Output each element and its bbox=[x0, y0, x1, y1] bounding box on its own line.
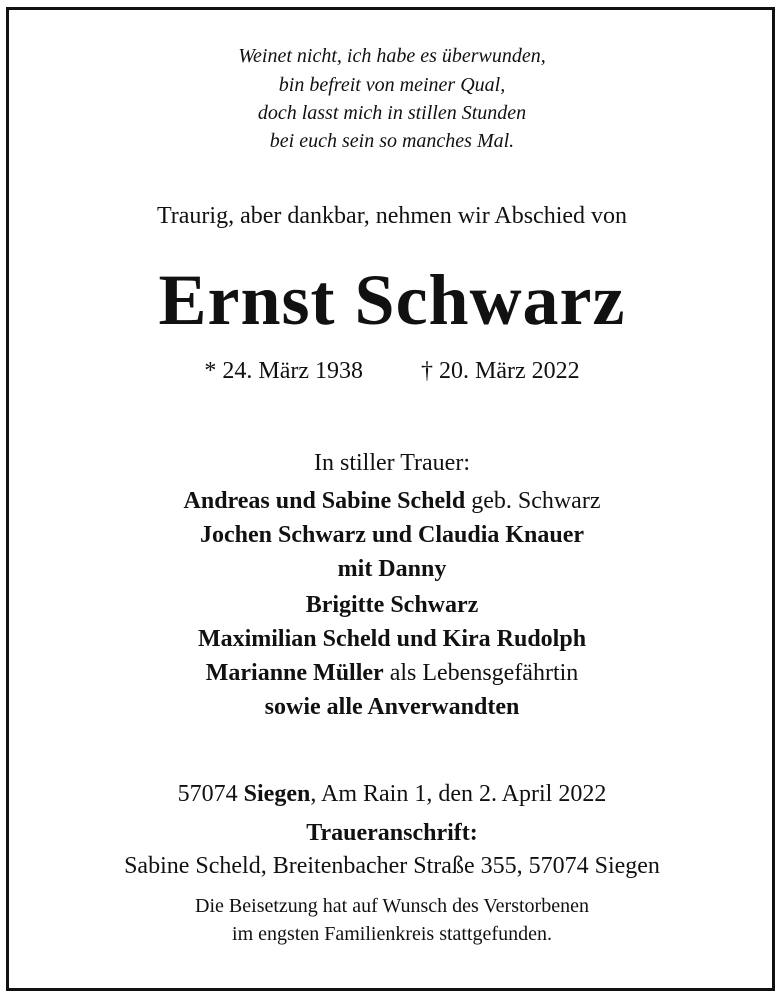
mourner-line-3: mit Danny bbox=[337, 556, 447, 582]
mourning-address-label: Traueranschrift: bbox=[306, 820, 478, 846]
birth-date: * 24. März 1938 bbox=[204, 358, 363, 384]
poem-line-1: Weinet nicht, ich habe es überwunden, bbox=[238, 45, 546, 67]
poem-line-3: doch lasst mich in stillen Stunden bbox=[257, 102, 527, 124]
mourner-line-4: Brigitte Schwarz bbox=[305, 592, 479, 618]
mourner-line-5: Maximilian Scheld und Kira Rudolph bbox=[197, 626, 587, 652]
street-date: , Am Rain 1, den 2. April 2022 bbox=[310, 781, 607, 807]
intro-text: Traurig, aber dankbar, nehmen wir Abschied von bbox=[156, 203, 628, 229]
mourner-line-7: sowie alle Anverwandten bbox=[264, 694, 520, 720]
poem-line-4: bei euch sein so manches Mal. bbox=[269, 130, 515, 152]
burial-note-line-1: Die Beisetzung hat auf Wunsch des Verstorbenen bbox=[195, 895, 589, 917]
deceased-name: Ernst Schwarz bbox=[158, 260, 626, 340]
city: Siegen bbox=[243, 781, 311, 807]
zip-code: 57074 bbox=[177, 781, 244, 807]
mourner-note: geb. Schwarz bbox=[465, 488, 601, 514]
poem-line-2: bin befreit von meiner Qual, bbox=[278, 74, 506, 96]
mourners-heading: In stiller Trauer: bbox=[314, 450, 470, 476]
mourner-line-1 bbox=[0, 488, 784, 515]
mourner-name: Andreas und Sabine Scheld bbox=[183, 488, 466, 514]
place-date-line bbox=[0, 781, 784, 808]
mourning-address: Sabine Scheld, Breitenbacher Straße 355, 57074 Siegen bbox=[124, 853, 660, 879]
mourner-line-6 bbox=[0, 660, 784, 687]
mourner-name: Marianne Müller bbox=[205, 660, 384, 686]
death-date: † 20. März 2022 bbox=[421, 358, 580, 384]
burial-note-line-2: im engsten Familienkreis stattgefunden. bbox=[232, 923, 552, 945]
mourner-line-2: Jochen Schwarz und Claudia Knauer bbox=[199, 522, 585, 548]
life-dates bbox=[0, 358, 784, 385]
mourner-note: als Lebensgefährtin bbox=[383, 660, 579, 686]
